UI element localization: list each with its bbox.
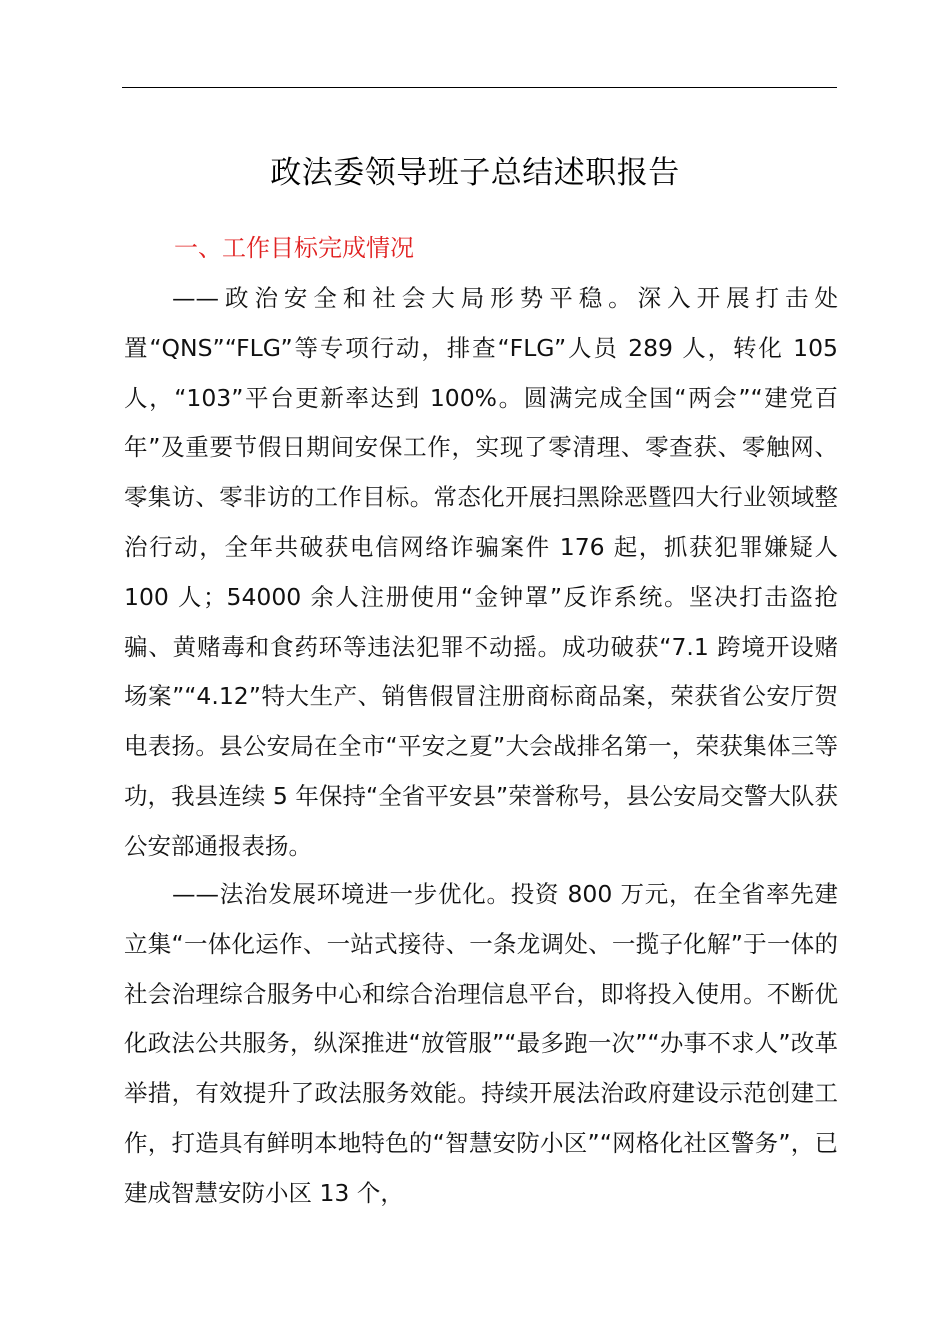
paragraph-political-security: ——政治安全和社会大局形势平稳。深入开展打击处置“QNS”“FLG”等专项行动，排查“FLG”人员 289 人，转化 105 人，“103”平台更新率达到 100%。圆满完成全国“两会”“建党百年”及重要节假日期间安保工作，实现了零清理、零查获、零触网、零集访、零非访的工作目标。常态化开展扫黑除恶暨四大行业领域整治行动，全年共破获电信网络诈骗案件 176 起，抓获犯罪嫌疑人 100 人；54000 余人注册使用“金钟罩”反诈系统。坚决打击盗抢骗、黄赌毒和食药环等违法犯罪不动摇。成功破获“7.1 跨境开设赌场案”“4.12”特大生产、销售假冒注册商标商品案，荣获省公安厅贺电表扬。县公安局在全市“平安之夏”大会战排名第一，荣获集体三等功，我县连续 5 年保持“全省平安县”荣誉称号，县公安局交警大队获公安部通报表扬。 bbox=[124, 284, 838, 860]
page-title: 政法委领导班子总结述职报告 bbox=[270, 155, 680, 191]
section-heading: 一、工作目标完成情况 bbox=[174, 234, 414, 262]
paragraph-rule-of-law: ——法治发展环境进一步优化。投资 800 万元，在全省率先建立集“一体化运作、一站式接待、一条龙调处、一揽子化解”于一体的社会治理综合服务中心和综合治理信息平台，即将投入使用。不断优化政法公共服务，纵深推进“放管服”“最多跑一次”“办事不求人”改革举措，有效提升了政法服务效能。持续开展法治政府建设示范创建工作，打造具有鲜明本地特色的“智慧安防小区”“网格化社区警务”，已建成智慧安防小区 13 个， bbox=[124, 880, 838, 1207]
header-rule bbox=[122, 87, 837, 88]
